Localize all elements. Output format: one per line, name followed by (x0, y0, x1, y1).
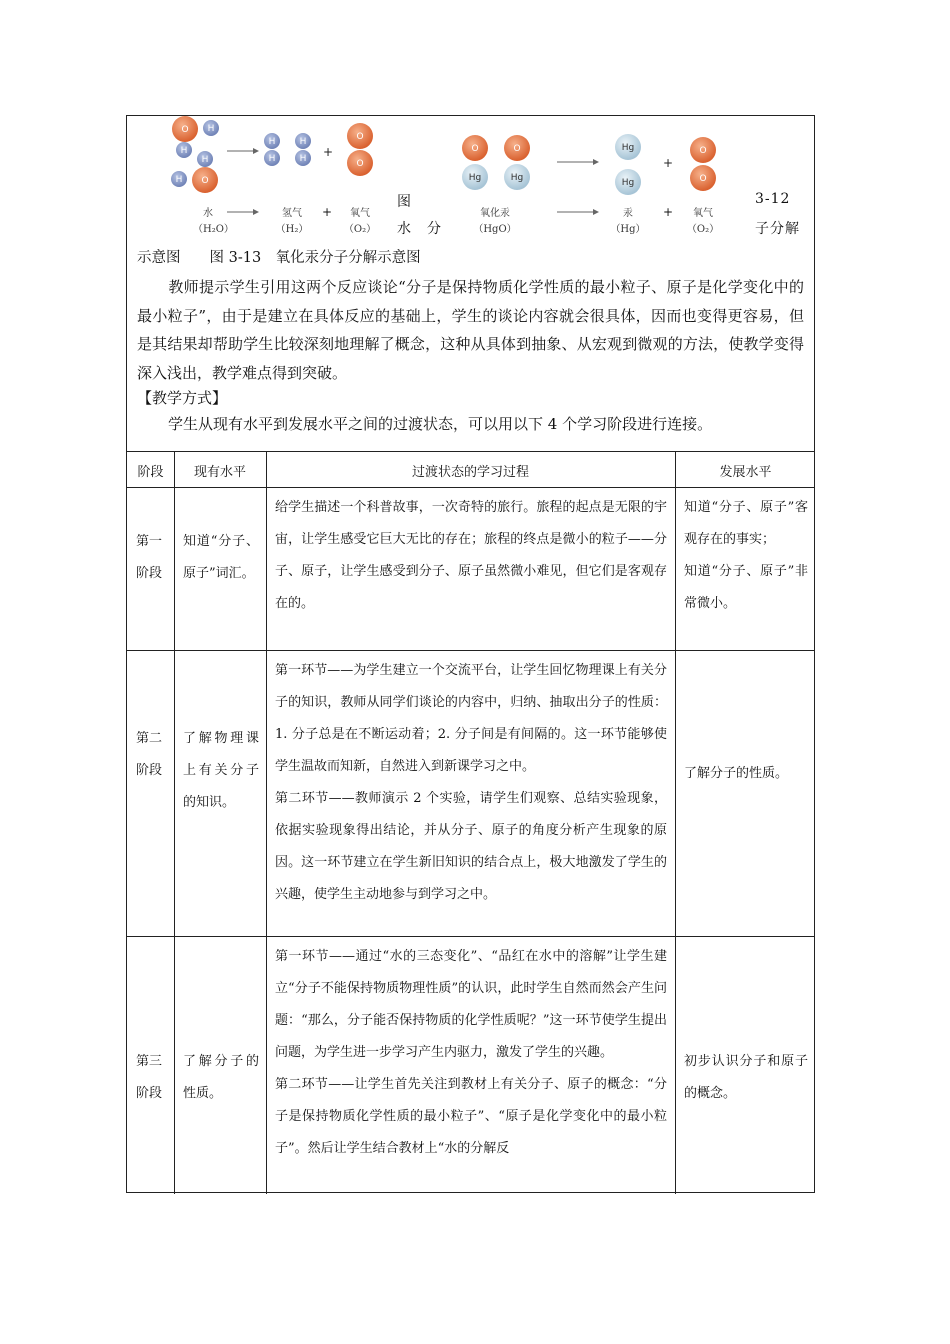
row2-current: 了解物理课上有关分子的知识。 (183, 731, 259, 810)
oxygen-name: 氧气 (350, 208, 370, 219)
water-formula: （H₂O） (193, 224, 234, 235)
water-molecules (171, 116, 219, 193)
svg-text:H: H (268, 137, 276, 147)
header-process: 过渡状态的学习过程 (411, 465, 529, 480)
svg-text:H: H (207, 124, 215, 134)
oxygen-formula: （O₂） (343, 224, 377, 235)
oxygen-formula-2: （O₂） (686, 224, 720, 235)
row2-development: 了解分子的性质。 (684, 766, 789, 781)
oxygen-name-2: 氧气 (693, 208, 713, 219)
header-stage: 阶段 (137, 465, 164, 480)
hydrogen-formula: （H₂） (275, 224, 309, 235)
intro-paragraph-2: 学生从现有水平到发展水平之间的过渡状态，可以用以下 4 个学习阶段进行连接。 (168, 415, 713, 433)
mercury-formula: （Hg） (610, 224, 646, 235)
plus-sign-1: + (322, 205, 333, 219)
svg-text:O: O (471, 144, 479, 154)
svg-text:Hg: Hg (510, 173, 524, 183)
svg-text:O: O (356, 159, 364, 169)
mercury-oxide-molecules (462, 135, 530, 190)
svg-text:H: H (201, 155, 209, 165)
caption-fig-number: 3-12 (755, 191, 791, 207)
svg-text:H: H (268, 154, 276, 164)
row1-development: 知道“分子、原子”客观存在的事实； 知道“分子、原子”非常微小。 (684, 500, 808, 611)
caption-fig-mid: 水 分 (397, 221, 442, 237)
document-frame (126, 115, 815, 1193)
section-heading: 【教学方式】 (137, 389, 228, 407)
svg-text:O: O (356, 132, 364, 142)
caption-fig-prefix: 图 (397, 194, 412, 210)
svg-text:O: O (201, 176, 209, 186)
svg-text:O: O (181, 125, 189, 135)
caption-fig-end: 子分解 (755, 221, 800, 237)
svg-text:O: O (699, 174, 707, 184)
svg-text:O: O (513, 144, 521, 154)
hydrogen-molecules (264, 133, 311, 166)
svg-text:+: + (322, 145, 334, 159)
mercury-oxide-name: 氧化汞 (480, 208, 510, 219)
svg-text:O: O (699, 146, 707, 156)
stage-3: 第三 阶段 (136, 1054, 163, 1101)
header-development: 发展水平 (719, 465, 772, 480)
mercury-name: 汞 (623, 208, 633, 219)
svg-text:H: H (180, 146, 188, 156)
water-name: 水 (203, 208, 213, 219)
header-current: 现有水平 (193, 465, 246, 480)
row1-current: 知道“分子、原子”词汇。 (183, 534, 259, 581)
stage-1: 第一 阶段 (136, 534, 163, 581)
hydrogen-name: 氢气 (282, 208, 302, 219)
mercury-oxide-formula: （HgO） (473, 224, 517, 235)
row1-process: 给学生描述一个科普故事，一次奇特的旅行。旅程的起点是无限的宇宙，让学生感受它巨大无比的存在；旅程的终点是微小的粒子——分子、原子，让学生感受到分子、原子虽然微小难见，但它们是客观存在的。 (275, 500, 667, 611)
oxygen-molecule-2 (690, 137, 716, 191)
intro-paragraph: 教师提示学生引用这两个反应谈论“分子是保持物质化学性质的最小粒子、原子是化学变化中的最小粒子”，由于是建立在具体反应的基础上，学生的谈论内容就会很具体，因而也变得更容易，但是其结果却帮助学生比较深刻地理解了概念，这种从具体到抽象、从宏观到微观的方法，使教学变得深入浅出，教学难点得到突破。 (137, 278, 804, 382)
svg-text:Hg: Hg (468, 173, 482, 183)
caption-line: 示意图 图 3-13 氧化汞分子分解示意图 (137, 250, 421, 266)
row2-process: 第一环节——为学生建立一个交流平台，让学生回忆物理课上有关分子的知识，教师从同学们谈论的内容中，归纳、抽取出分子的性质：1. 分子总是在不断运动着；2. 分子间是有间隔的。这一环节能够使学生温故而知新，自然进入到新课学习之中。 第二环节——教师演示 2 个实验，请学生们观察、总结实验现象，依据实验现象得出结论，并从分子、原子的角度分析产生现象的原因。这一环节建立在学生新旧知识的结合点上，极大地激发了学生的兴趣，使学生主动地参与到学习之中。 (275, 663, 667, 902)
row3-current: 了解分子的性质。 (183, 1054, 259, 1101)
oxygen-molecule (347, 123, 373, 176)
svg-text:H: H (299, 137, 307, 147)
stage-2: 第二 阶段 (136, 731, 163, 778)
mercury-atoms (615, 134, 641, 195)
plus-sign-2: + (663, 205, 674, 219)
svg-text:H: H (299, 154, 307, 164)
row3-process: 第一环节——通过“水的三态变化”、“品红在水中的溶解”让学生建立“分子不能保持物质物理性质”的认识，此时学生自然而然会产生问题：“那么，分子能否保持物质的化学性质呢？”这一环节使学生提出问题，为学生进一步学习产生内驱力，激发了学生的兴趣。 第二环节——让学生首先关注到教材上有关分子、原子的概念：“分子是保持物质化学性质的最小粒子”、“原子是化学变化中的最小粒子”。然后让学生结合教材上“水的分解反 (275, 949, 667, 1156)
row3-development: 初步认识分子和原子的概念。 (684, 1054, 808, 1101)
svg-text:Hg: Hg (621, 178, 635, 188)
svg-text:Hg: Hg (621, 143, 635, 153)
svg-text:+: + (662, 156, 674, 170)
svg-text:H: H (175, 175, 183, 185)
